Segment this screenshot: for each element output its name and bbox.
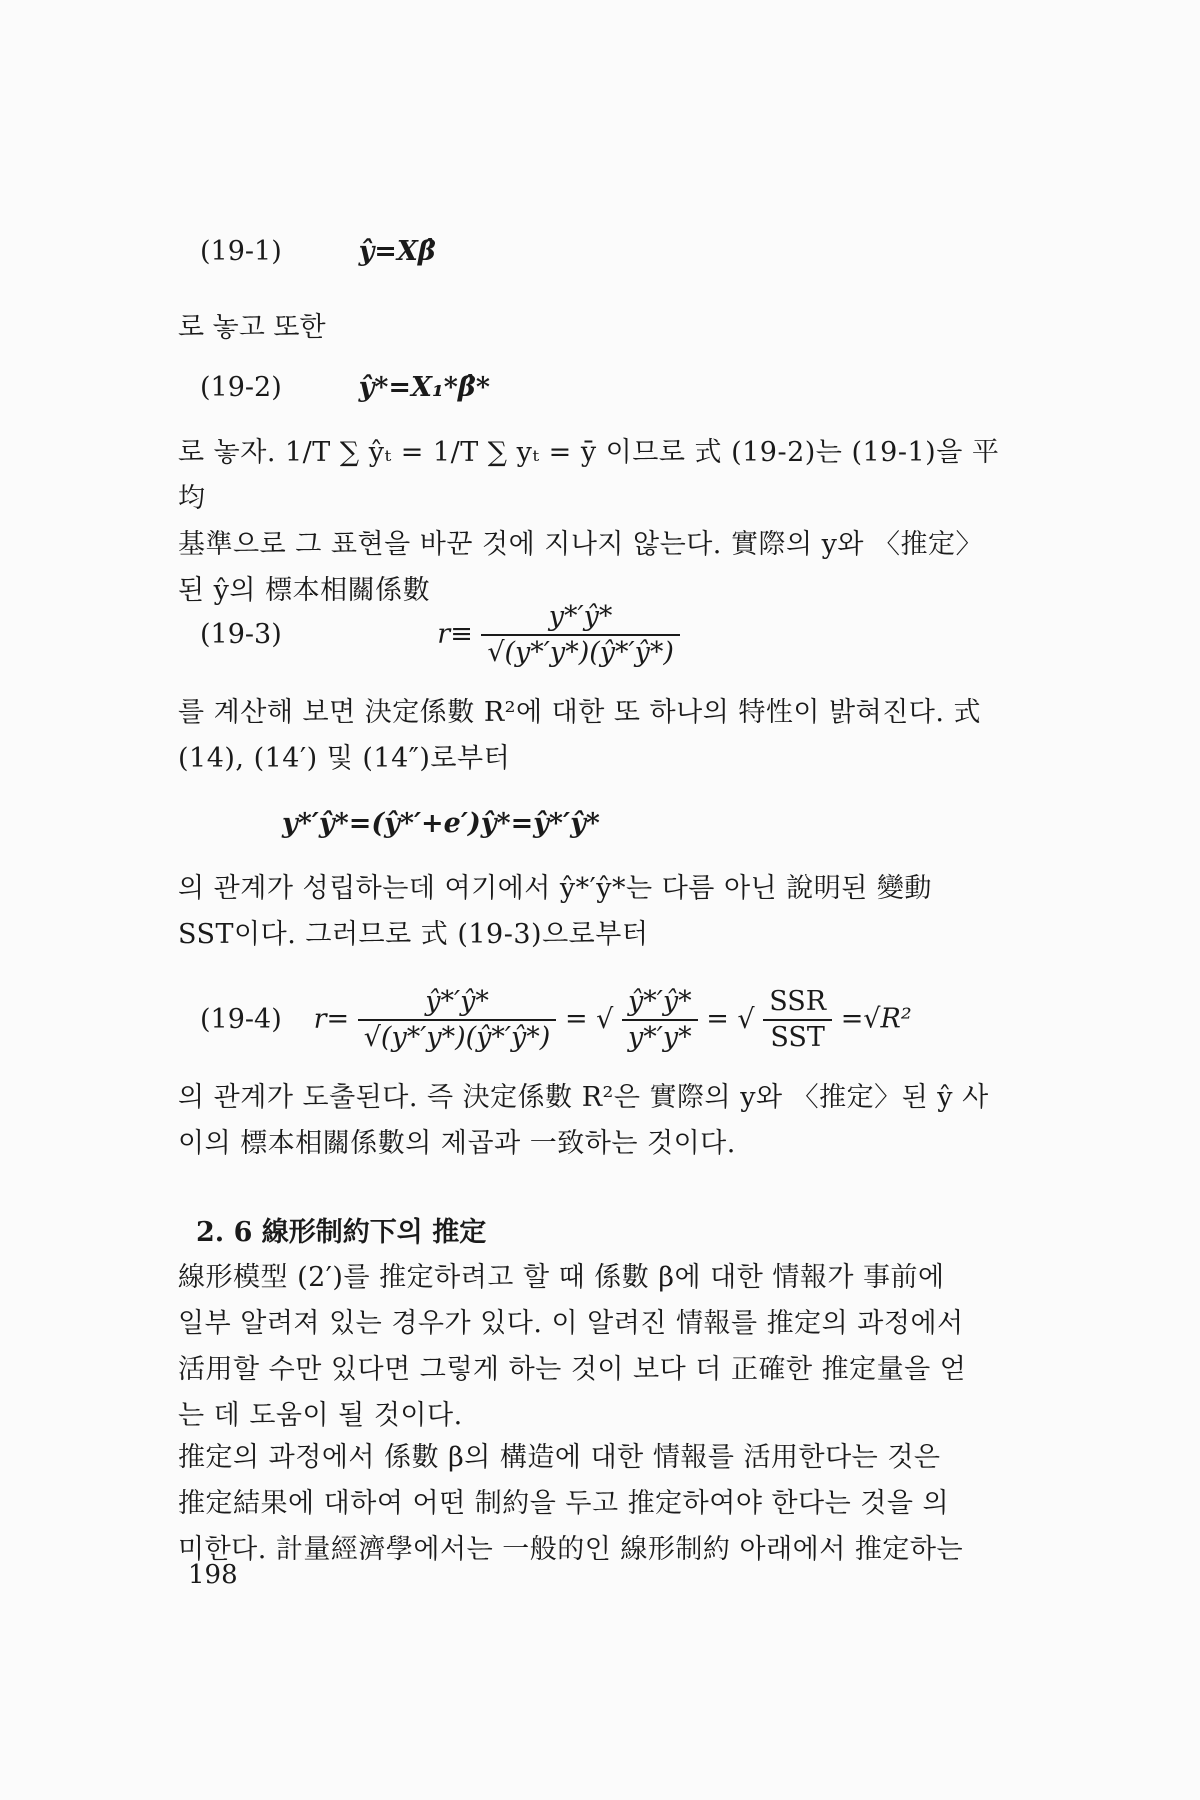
fraction-denominator: y*′y*: [627, 1022, 692, 1053]
fraction-numerator: ŷ*′ŷ*: [622, 985, 698, 1021]
paragraph-3: 의 관계가 성립하는데 여기에서 ŷ*′ŷ*는 다름 아닌 說明된 變動 SST이다. 그러므로 式 (19-3)으로부터: [178, 873, 932, 950]
paragraph-1: 로 놓자. 1/T ∑ ŷₜ = 1/T ∑ yₜ = ȳ 이므로 式 (19-2)는 (19-1)을 平均 基準으로 그 표현을 바꾼 것에 지나지 않는다. 實際의 y와 〈推定〉 된 ŷ의 標本相關係數: [178, 437, 1000, 606]
equation-body: ŷ=Xβ̂: [358, 236, 436, 267]
equals-sign: =: [706, 1003, 729, 1035]
equation-label: (19-3): [200, 618, 282, 650]
fraction-numerator: y*′ŷ*: [481, 600, 680, 636]
equation-body: ŷ*=X₁*β̂*: [358, 372, 490, 403]
sqrt-sign: [737, 1004, 754, 1035]
paragraph-5: 線形模型 (2′)를 推定하려고 할 때 係數 β에 대한 情報가 事前에 일부 알려져 있는 경우가 있다. 이 알려진 情報를 推定의 과정에서 活用할 수만 있다면 그렇게 하는 것이 보다 더 正確한 推定量을 얻 는 데 도움이 될 것이다.: [178, 1262, 967, 1431]
sqrt-sign: [596, 1004, 613, 1035]
equation-19-4: [200, 985, 912, 1055]
paragraph-4: 의 관계가 도출된다. 즉 決定係數 R²은 實際의 y와 〈推定〉된 ŷ 사 이의 標本相關係數의 제곱과 一致하는 것이다.: [178, 1082, 989, 1159]
equation-lhs: r≡: [437, 618, 473, 650]
section-heading: 2. 6 線形制約下의 推定: [196, 1217, 487, 1248]
fraction-denominator: √(y*′y*)(ŷ*′ŷ*): [487, 637, 674, 668]
equation-label: (19-1): [200, 236, 282, 267]
page-number: 198: [188, 1560, 238, 1590]
fraction-1: [358, 985, 557, 1055]
equation-body: y*′ŷ*=(ŷ*′+e′)ŷ*=ŷ*′ŷ*: [282, 808, 600, 839]
fraction-numerator: SSR: [763, 985, 832, 1021]
equals-sign: =: [564, 1003, 588, 1035]
paragraph-6: 推定의 과정에서 係數 β의 構造에 대한 情報를 活用한다는 것은 推定結果에 대하여 어떤 制約을 두고 推定하여야 한다는 것을 의 미한다. 計量經濟學에서는 一般的인 線形制約 아래에서 推定하는: [178, 1442, 964, 1565]
fraction-3: [763, 985, 832, 1055]
fraction-numerator: ŷ*′ŷ*: [358, 985, 557, 1021]
equation-lhs: r=: [313, 1003, 350, 1035]
equation-19-1: [200, 236, 436, 267]
equation-tail: =√R²: [840, 1003, 912, 1035]
equation-19-2: [200, 372, 490, 403]
equation-intermediate: [282, 808, 600, 839]
equation-19-3: [200, 600, 680, 670]
text-line: 로 놓고 또한: [178, 312, 326, 343]
equation-label: (19-4): [200, 1003, 282, 1035]
fraction: [481, 600, 680, 670]
fraction-2: [622, 985, 698, 1055]
fraction-denominator: SST: [770, 1022, 825, 1053]
paragraph-2: 를 계산해 보면 決定係數 R²에 대한 또 하나의 特性이 밝혀진다. 式 (14), (14′) 및 (14″)로부터: [178, 697, 982, 774]
equation-label: (19-2): [200, 372, 282, 403]
fraction-denominator: √(y*′y*)(ŷ*′ŷ*): [363, 1022, 551, 1053]
